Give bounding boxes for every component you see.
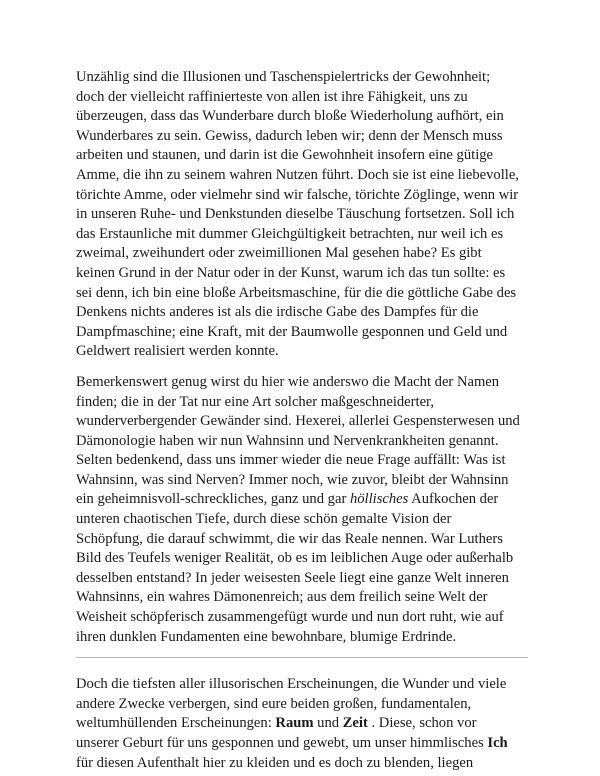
text-line: Wahnsinn, was sind Nerven? Immer noch, wie zuvor, bleibt der Wahnsinn [76, 471, 509, 488]
text-line-with-italic [76, 490, 528, 510]
text-line: Weisheit schöpferisch zusammengefügt wurde und nun dort ruht, wie auf [76, 609, 504, 626]
text-line: ihren dunklen Fundamenten eine bewohnbare, blumige Erdrinde. [76, 628, 457, 645]
bold-term-zeit: Zeit [342, 715, 368, 732]
text-segment: und [313, 715, 343, 732]
text-line: doch der vielleicht raffinierteste von allen ist ihre Fähigkeit, uns zu [76, 88, 468, 105]
text-line: Selten bedenkend, dass uns immer wieder die neue Frage auffällt: Was ist [76, 452, 506, 469]
italic-emphasis: höllisches [349, 491, 409, 508]
text-line: Wunderbares zu sein. Gewiss, dadurch leben wir; denn der Mensch muss [76, 127, 503, 144]
text-line: arbeiten und staunen, und darin ist die Gewohnheit insofern eine gütige [76, 147, 494, 164]
text-line: Geldwert realisiert werden konnte. [76, 343, 279, 360]
text-segment: unserer Geburt für uns gesponnen und gewebt, um unser himmlisches [76, 735, 488, 751]
text-line: andere Zwecke verbergen, sind eure beiden großen, fundamentalen, [76, 695, 472, 712]
text-line: finden; die in der Tat nur eine Art solcher maßgeschneiderter, [76, 393, 434, 410]
text-segment: Aufkochen der [408, 491, 499, 508]
text-line-with-bold [76, 734, 528, 754]
text-line: Amme, die ihn zu seinem wahren Nutzen führt. Doch sie ist eine liebevolle, [76, 166, 519, 183]
text-line: zweimal, zweihundert oder zweimillionen Mal gesehen habe? Es gibt [76, 245, 482, 262]
text-segment: weltumhüllenden Erscheinungen: [76, 715, 276, 732]
text-line: Wahnsinns, ein wahres Dämonenreich; aus dem freilich seine Welt der [76, 589, 488, 606]
document-page [76, 68, 528, 773]
text-line: desselben entstand? In jeder weisesten Seele liegt eine ganze Welt inneren [76, 569, 509, 586]
text-line: Unzählig sind die Illusionen und Taschenspielertricks der Gewohnheit; [76, 69, 491, 85]
text-line: Schöpfung, die darauf schwimmt, die wir das Reale nennen. War Luthers [76, 530, 503, 547]
text-line: Denkens nichts anderes ist als die irdische Gabe des Dampfes für die [76, 304, 479, 321]
bold-term-raum: Raum [275, 715, 314, 732]
text-line: für diesen Aufenthalt hier zu kleiden und es doch zu blenden, liegen [76, 754, 474, 771]
text-line: Bild des Teufels weniger Realität, ob es im leiblichen Auge oder außerhalb [76, 550, 514, 567]
section-divider [76, 657, 528, 658]
text-line: überzeugen, dass das Wunderbare durch bloße Wiederholung aufhört, ein [76, 108, 504, 125]
text-segment: ein geheimnisvoll-schreckliches, ganz und gar [76, 491, 350, 508]
paragraph-2 [76, 373, 528, 647]
text-line: Doch die tiefsten aller illusorischen Erscheinungen, die Wunder und viele [76, 676, 507, 693]
text-line: unteren chaotischen Tiefe, durch diese schön gemalte Vision der [76, 511, 452, 528]
text-segment: Diese, schon vor [378, 715, 477, 732]
text-line: Dampfmaschine; eine Kraft, mit der Baumwolle gesponnen und Geld und [76, 323, 508, 340]
text-segment: . [367, 715, 376, 732]
text-line: Bemerkenswert genug wirst du hier wie anderswo die Macht der Namen [76, 373, 500, 390]
text-line: törichte Amme, oder vielmehr sind wir falsche, törichte Zöglinge, wenn wir [76, 186, 519, 203]
text-line: in unseren Ruhe- und Denkstunden dieselbe Täuschung fortsetzen. Soll ich [76, 206, 515, 223]
text-line: wunderverbergender Gewänder sind. Hexerei, allerlei Gespensterwesen und [76, 413, 520, 430]
text-line: Dämonologie haben wir nun Wahnsinn und Nervenkrankheiten genannt. [76, 432, 499, 449]
text-line: sei denn, ich bin eine bloße Arbeitsmaschine, für die die göttliche Gabe des [76, 284, 517, 301]
paragraph-1 [76, 68, 528, 362]
text-line: keinen Grund in der Natur oder in der Kunst, warum ich das tun sollte: es [76, 264, 506, 281]
bold-term-ich: Ich [487, 735, 508, 751]
text-line: das Erstaunliche mit dummer Gleichgültigkeit betrachten, nur weil ich es [76, 225, 504, 242]
text-line-with-bold [76, 714, 528, 734]
paragraph-3 [76, 675, 528, 773]
